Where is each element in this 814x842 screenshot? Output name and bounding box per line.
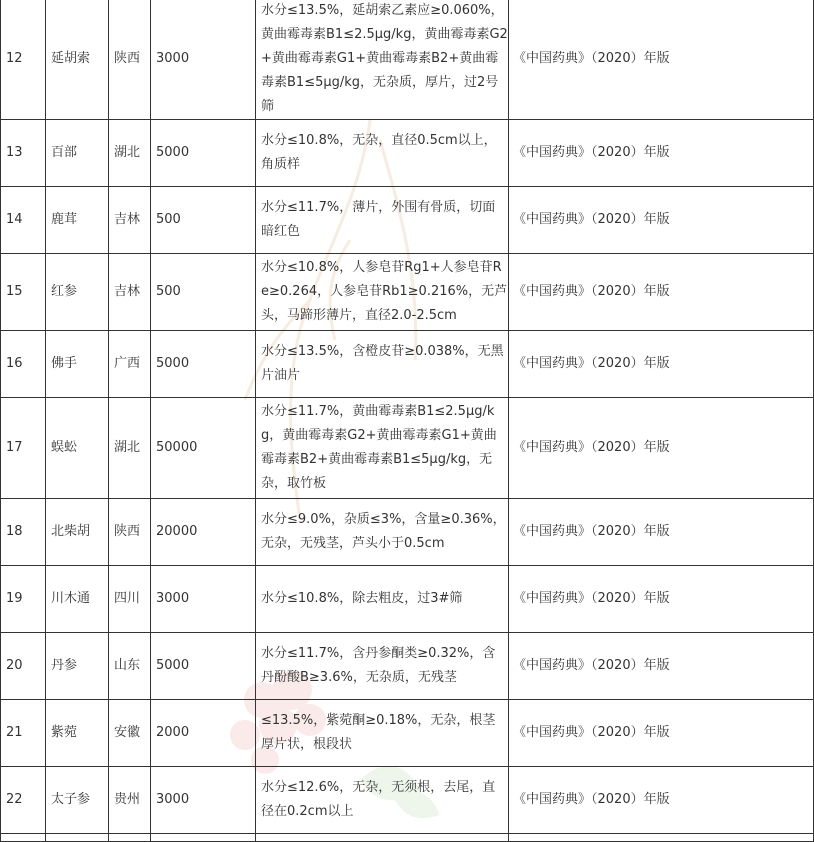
standard xyxy=(509,834,814,842)
table-row xyxy=(1,254,814,331)
quantity: 5000 xyxy=(151,331,256,398)
row-number: 14 xyxy=(1,187,46,254)
quantity: 500 xyxy=(151,187,256,254)
row-number: 19 xyxy=(1,566,46,633)
herb-name: 太子参 xyxy=(46,767,109,834)
standard: 《中国药典》（2020）年版 xyxy=(509,254,814,331)
specification: 水分≤10.8%，无杂，直径0.5cm以上，角质样 xyxy=(256,120,509,187)
herb-name: 紫菀 xyxy=(46,700,109,767)
row-number: 21 xyxy=(1,700,46,767)
origin: 吉林 xyxy=(109,187,151,254)
origin: 湖北 xyxy=(109,398,151,499)
table-row xyxy=(1,767,814,834)
herb-name: 蜈蚣 xyxy=(46,398,109,499)
specification: 水分≤13.5%，延胡索乙素应≥0.060%，黄曲霉毒素B1≤2.5μg/kg，黄曲霉毒素G2+黄曲霉毒素G1+黄曲霉毒素B2+黄曲霉毒素B1≤5μg/kg，无杂质，厚片，过2号筛 xyxy=(256,0,509,120)
row-number: 16 xyxy=(1,331,46,398)
standard: 《中国药典》（2020）年版 xyxy=(509,700,814,767)
table-row xyxy=(1,187,814,254)
origin: 陕西 xyxy=(109,0,151,120)
specification: 水分≤11.7%，黄曲霉毒素B1≤2.5μg/kg，黄曲霉毒素G2+黄曲霉毒素G1+黄曲霉毒素B2+黄曲霉毒素B1≤5μg/kg，无杂，取竹板 xyxy=(256,398,509,499)
table-row xyxy=(1,834,814,842)
quantity: 5000 xyxy=(151,633,256,700)
origin: 贵州 xyxy=(109,767,151,834)
origin: 吉林 xyxy=(109,254,151,331)
standard: 《中国药典》（2020）年版 xyxy=(509,633,814,700)
specification: 水分≤12.6%，无杂，无须根，去尾，直径在0.2cm以上 xyxy=(256,767,509,834)
standard: 《中国药典》（2020）年版 xyxy=(509,767,814,834)
row-number xyxy=(1,834,46,842)
origin: 四川 xyxy=(109,566,151,633)
origin xyxy=(109,834,151,842)
specification: 水分≤9.0%，杂质≤3%，含量≥0.36%，无杂，无残茎，芦头小于0.5cm xyxy=(256,499,509,566)
origin: 陕西 xyxy=(109,499,151,566)
specification: 水分≤10.8%，除去粗皮，过3#筛 xyxy=(256,566,509,633)
herb-name: 北柴胡 xyxy=(46,499,109,566)
quantity: 20000 xyxy=(151,499,256,566)
specification: 水分≤11.7%，含丹参酮类≥0.32%，含丹酚酸B≥3.6%，无杂质，无残茎 xyxy=(256,633,509,700)
standard: 《中国药典》（2020）年版 xyxy=(509,499,814,566)
table-row xyxy=(1,566,814,633)
standard: 《中国药典》（2020）年版 xyxy=(509,566,814,633)
table-row xyxy=(1,398,814,499)
herb-name: 百部 xyxy=(46,120,109,187)
quantity: 2000 xyxy=(151,700,256,767)
row-number: 12 xyxy=(1,0,46,120)
row-number: 20 xyxy=(1,633,46,700)
herb-name: 丹参 xyxy=(46,633,109,700)
table-row xyxy=(1,120,814,187)
herb-name: 佛手 xyxy=(46,331,109,398)
specification: 水分≤11.7%，薄片，外围有骨质，切面暗红色 xyxy=(256,187,509,254)
row-number: 22 xyxy=(1,767,46,834)
standard: 《中国药典》（2020）年版 xyxy=(509,120,814,187)
quantity: 3000 xyxy=(151,767,256,834)
origin: 湖北 xyxy=(109,120,151,187)
quantity: 5000 xyxy=(151,120,256,187)
row-number: 13 xyxy=(1,120,46,187)
specification: 水分≤13.5%，含橙皮苷≥0.038%，无黑片油片 xyxy=(256,331,509,398)
row-number: 18 xyxy=(1,499,46,566)
standard: 《中国药典》（2020）年版 xyxy=(509,0,814,120)
herb-name: 鹿茸 xyxy=(46,187,109,254)
specification: ≤13.5%，紫菀酮≥0.18%，无杂，根茎厚片状，根段状 xyxy=(256,700,509,767)
standard: 《中国药典》（2020）年版 xyxy=(509,398,814,499)
row-number: 17 xyxy=(1,398,46,499)
quantity: 500 xyxy=(151,254,256,331)
quantity: 50000 xyxy=(151,398,256,499)
table-row xyxy=(1,700,814,767)
table-row xyxy=(1,499,814,566)
row-number: 15 xyxy=(1,254,46,331)
specification xyxy=(256,834,509,842)
table-row xyxy=(1,0,814,120)
origin: 安徽 xyxy=(109,700,151,767)
origin: 山东 xyxy=(109,633,151,700)
herb-name xyxy=(46,834,109,842)
table-row xyxy=(1,331,814,398)
table-row xyxy=(1,633,814,700)
herb-name: 川木通 xyxy=(46,566,109,633)
quantity: 3000 xyxy=(151,566,256,633)
herb-name: 红参 xyxy=(46,254,109,331)
origin: 广西 xyxy=(109,331,151,398)
standard: 《中国药典》（2020）年版 xyxy=(509,331,814,398)
quantity: 3000 xyxy=(151,0,256,120)
quantity xyxy=(151,834,256,842)
herb-name: 延胡索 xyxy=(46,0,109,120)
specification: 水分≤10.8%，人参皂苷Rg1+人参皂苷Re≥0.264，人参皂苷Rb1≥0.216%，无芦头，马蹄形薄片，直径2.0-2.5cm xyxy=(256,254,509,331)
standard: 《中国药典》（2020）年版 xyxy=(509,187,814,254)
